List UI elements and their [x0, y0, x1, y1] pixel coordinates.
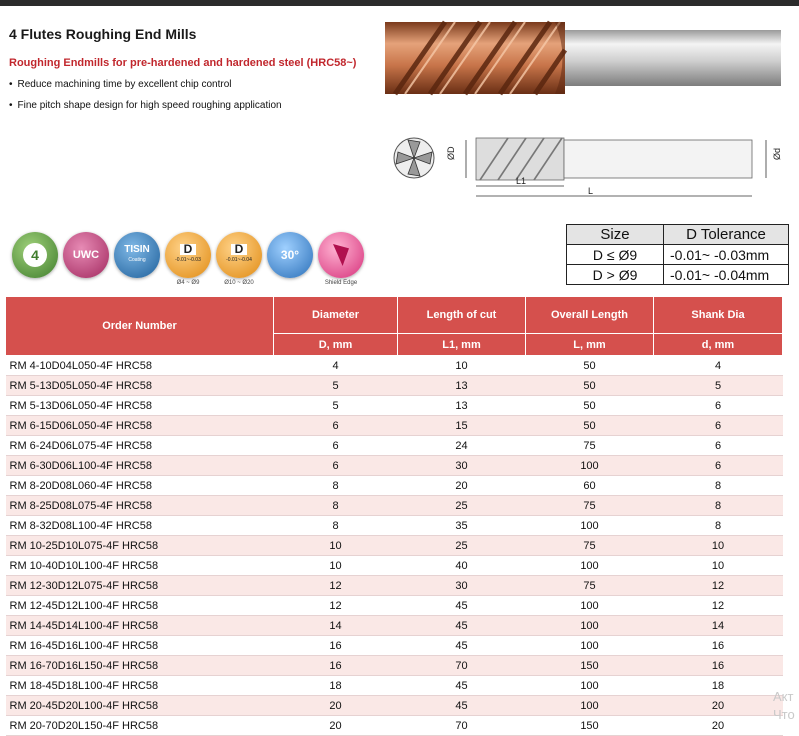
- overall-length-cell: 150: [526, 656, 654, 676]
- feature-icons: [8, 232, 368, 292]
- table-row: [6, 556, 783, 576]
- length-of-cut-cell: 24: [398, 436, 526, 456]
- unit-length-of-cut: L1, mm: [398, 334, 526, 356]
- feature-list: [9, 78, 282, 120]
- tolerance-header: D Tolerance: [664, 225, 789, 245]
- overall-length-cell: 100: [526, 516, 654, 536]
- shank-dia-cell: 8: [654, 476, 783, 496]
- tolerance-size: D > Ø9: [567, 265, 664, 285]
- shank-dia-cell: 4: [654, 356, 783, 376]
- shank-dia-cell: 20: [654, 696, 783, 716]
- watermark-line: Что: [773, 707, 795, 722]
- product-table: [5, 296, 783, 736]
- shank-dia-cell: 18: [654, 676, 783, 696]
- end-view-icon: [394, 138, 434, 178]
- cut-length-label: L1: [516, 176, 527, 186]
- table-row: [6, 356, 783, 376]
- unit-shank-dia: d, mm: [654, 334, 783, 356]
- length-of-cut-cell: 40: [398, 556, 526, 576]
- shank-diameter-label: Ød: [772, 147, 782, 160]
- icon-caption: Ø10 ~ Ø20: [224, 280, 254, 286]
- shank-dia-cell: 8: [654, 496, 783, 516]
- table-row: [6, 476, 783, 496]
- length-of-cut-cell: 45: [398, 636, 526, 656]
- tolerance-header: Size: [567, 225, 664, 245]
- length-of-cut-cell: 13: [398, 376, 526, 396]
- diameter-cell: 10: [274, 556, 398, 576]
- length-of-cut-cell: 20: [398, 476, 526, 496]
- order-number-cell: RM 16-45D16L100-4F HRC58: [6, 636, 274, 656]
- order-number-cell: RM 12-30D12L075-4F HRC58: [6, 576, 274, 596]
- table-row: [6, 376, 783, 396]
- length-of-cut-cell: 45: [398, 676, 526, 696]
- length-of-cut-cell: 45: [398, 616, 526, 636]
- 4-flute-icon: 4: [12, 232, 58, 278]
- diameter-cell: 16: [274, 636, 398, 656]
- length-of-cut-cell: 45: [398, 696, 526, 716]
- length-of-cut-cell: 45: [398, 596, 526, 616]
- shank-dia-cell: 6: [654, 396, 783, 416]
- shank-dia-cell: 6: [654, 416, 783, 436]
- shield-edge-icon: [318, 232, 364, 278]
- order-number-cell: RM 10-40D10L100-4F HRC58: [6, 556, 274, 576]
- watermark: [773, 688, 795, 724]
- overall-length-cell: 100: [526, 596, 654, 616]
- table-row: [6, 396, 783, 416]
- helix-30-icon: 30°: [267, 232, 313, 278]
- overall-length-cell: 50: [526, 376, 654, 396]
- order-number-cell: RM 5-13D06L050-4F HRC58: [6, 396, 274, 416]
- length-of-cut-cell: 25: [398, 496, 526, 516]
- table-row: [6, 496, 783, 516]
- order-number-cell: RM 14-45D14L100-4F HRC58: [6, 616, 274, 636]
- table-row: [6, 676, 783, 696]
- overall-length-cell: 100: [526, 556, 654, 576]
- length-of-cut-cell: 30: [398, 576, 526, 596]
- overall-length-label: L: [588, 186, 594, 196]
- diameter-cell: 8: [274, 516, 398, 536]
- shank-dia-cell: 16: [654, 636, 783, 656]
- length-of-cut-cell: 15: [398, 416, 526, 436]
- overall-length-cell: 50: [526, 416, 654, 436]
- overall-length-cell: 100: [526, 456, 654, 476]
- tisin-coating-icon: TISIN Coating: [114, 232, 160, 278]
- order-number-cell: RM 10-25D10L075-4F HRC58: [6, 536, 274, 556]
- length-of-cut-cell: 30: [398, 456, 526, 476]
- table-row: [6, 656, 783, 676]
- table-row: [6, 596, 783, 616]
- overall-length-cell: 100: [526, 636, 654, 656]
- diameter-cell: 20: [274, 696, 398, 716]
- table-row: [6, 516, 783, 536]
- diameter-cell: 5: [274, 396, 398, 416]
- diameter-cell: 18: [274, 676, 398, 696]
- table-row: [6, 456, 783, 476]
- order-number-cell: RM 8-20D08L060-4F HRC58: [6, 476, 274, 496]
- shank-dia-cell: 16: [654, 656, 783, 676]
- header-shank-dia: Shank Dia: [654, 297, 783, 334]
- length-of-cut-cell: 70: [398, 656, 526, 676]
- unit-overall-length: L, mm: [526, 334, 654, 356]
- tolerance-table: [566, 224, 789, 285]
- shank-dia-cell: 14: [654, 616, 783, 636]
- order-number-cell: RM 18-45D18L100-4F HRC58: [6, 676, 274, 696]
- table-row: [6, 616, 783, 636]
- diameter-cell: 6: [274, 436, 398, 456]
- shank-dia-cell: 12: [654, 596, 783, 616]
- tolerance-size: D ≤ Ø9: [567, 245, 664, 265]
- order-number-cell: RM 6-30D06L100-4F HRC58: [6, 456, 274, 476]
- end-mill-drawing: [388, 128, 788, 203]
- table-row: [6, 436, 783, 456]
- overall-length-cell: 100: [526, 616, 654, 636]
- order-number-cell: RM 8-32D08L100-4F HRC58: [6, 516, 274, 536]
- order-number-cell: RM 12-45D12L100-4F HRC58: [6, 596, 274, 616]
- end-mill-photo: [385, 14, 785, 100]
- uwc-icon: UWC: [63, 232, 109, 278]
- length-of-cut-cell: 10: [398, 356, 526, 376]
- diameter-cell: 8: [274, 476, 398, 496]
- order-number-cell: RM 6-15D06L050-4F HRC58: [6, 416, 274, 436]
- unit-diameter: D, mm: [274, 334, 398, 356]
- page-subtitle: Roughing Endmills for pre-hardened and hardened steel (HRC58~): [9, 57, 357, 69]
- order-number-cell: RM 20-45D20L100-4F HRC58: [6, 696, 274, 716]
- header-length-of-cut: Length of cut: [398, 297, 526, 334]
- order-number-cell: RM 20-70D20L150-4F HRC58: [6, 716, 274, 736]
- shield-icon: [333, 244, 349, 266]
- shank-dia-cell: 10: [654, 556, 783, 576]
- diameter-tolerance-small-icon: D -0.01~-0.03: [165, 232, 211, 278]
- shank-dia-cell: 12: [654, 576, 783, 596]
- shank-dia-cell: 10: [654, 536, 783, 556]
- table-row: [6, 696, 783, 716]
- page-title: 4 Flutes Roughing End Mills: [9, 26, 197, 42]
- order-number-cell: RM 16-70D16L150-4F HRC58: [6, 656, 274, 676]
- tolerance-value: -0.01~ -0.04mm: [664, 265, 789, 285]
- overall-length-cell: 150: [526, 716, 654, 736]
- order-number-cell: RM 5-13D05L050-4F HRC58: [6, 376, 274, 396]
- shank-dia-cell: 5: [654, 376, 783, 396]
- shank-dia-cell: 6: [654, 436, 783, 456]
- header-diameter: Diameter: [274, 297, 398, 334]
- shank-dia-cell: 6: [654, 456, 783, 476]
- order-number-cell: RM 4-10D04L050-4F HRC58: [6, 356, 274, 376]
- feature-item: • Reduce machining time by excellent chip control: [9, 78, 282, 99]
- feature-item: • Fine pitch shape design for high speed roughing application: [9, 99, 282, 120]
- diameter-cell: 14: [274, 616, 398, 636]
- top-bar: [0, 0, 799, 6]
- diameter-cell: 5: [274, 376, 398, 396]
- overall-length-cell: 75: [526, 496, 654, 516]
- overall-length-cell: 75: [526, 536, 654, 556]
- overall-length-cell: 100: [526, 676, 654, 696]
- shank-dia-cell: 20: [654, 716, 783, 736]
- overall-length-cell: 60: [526, 476, 654, 496]
- diameter-cell: 6: [274, 456, 398, 476]
- diameter-tolerance-large-icon: D -0.01~-0.04: [216, 232, 262, 278]
- length-of-cut-cell: 35: [398, 516, 526, 536]
- overall-length-cell: 50: [526, 396, 654, 416]
- diameter-cell: 4: [274, 356, 398, 376]
- tolerance-value: -0.01~ -0.03mm: [664, 245, 789, 265]
- icon-caption: Ø4 ~ Ø9: [176, 280, 200, 286]
- diameter-cell: 16: [274, 656, 398, 676]
- shank-dia-cell: 8: [654, 516, 783, 536]
- header-order-number: Order Number: [6, 297, 274, 356]
- table-row: [6, 416, 783, 436]
- length-of-cut-cell: 25: [398, 536, 526, 556]
- table-row: [6, 716, 783, 736]
- diameter-cell: 6: [274, 416, 398, 436]
- product-rows: [6, 356, 783, 736]
- length-of-cut-cell: 13: [398, 396, 526, 416]
- diameter-cell: 20: [274, 716, 398, 736]
- diameter-cell: 12: [274, 576, 398, 596]
- diameter-label: ØD: [446, 146, 456, 160]
- table-row: [6, 636, 783, 656]
- overall-length-cell: 75: [526, 576, 654, 596]
- overall-length-cell: 100: [526, 696, 654, 716]
- diameter-cell: 10: [274, 536, 398, 556]
- table-row: [6, 536, 783, 556]
- icon-caption: Shield Edge: [324, 280, 358, 286]
- order-number-cell: RM 6-24D06L075-4F HRC58: [6, 436, 274, 456]
- overall-length-cell: 50: [526, 356, 654, 376]
- table-row: [6, 576, 783, 596]
- overall-length-cell: 75: [526, 436, 654, 456]
- watermark-line: Акт: [773, 689, 794, 704]
- diameter-cell: 8: [274, 496, 398, 516]
- diameter-cell: 12: [274, 596, 398, 616]
- order-number-cell: RM 8-25D08L075-4F HRC58: [6, 496, 274, 516]
- header-overall-length: Overall Length: [526, 297, 654, 334]
- length-of-cut-cell: 70: [398, 716, 526, 736]
